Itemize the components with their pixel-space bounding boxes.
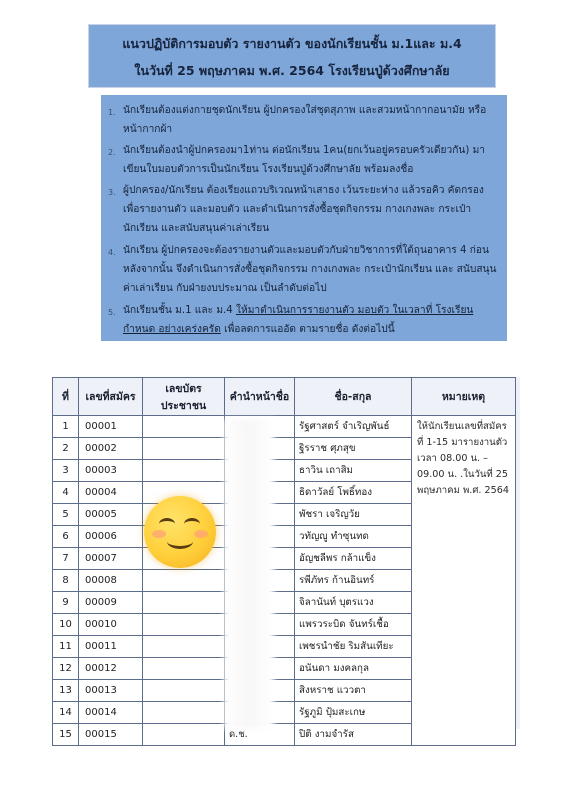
table-body [53, 416, 516, 746]
cell-note: ให้นักเรียนเลขที่สมัคร ที่ 1-15 มารายงานตัว เวลา 08.00 น. – 09.00 น. .ในวันที่ 25 พฤษภาคม พ.ศ. 2564 [412, 416, 516, 746]
cell-no: 11 [53, 636, 79, 658]
table-row [53, 416, 516, 438]
col-header-no: ที่ [53, 378, 79, 416]
rule-number: 2. [108, 148, 116, 157]
cell-no: 9 [53, 592, 79, 614]
cell-code: 00007 [79, 548, 143, 570]
smiling-face-icon [144, 496, 216, 568]
cell-no: 14 [53, 702, 79, 724]
cell-code: 00004 [79, 482, 143, 504]
cell-no: 15 [53, 724, 79, 746]
cell-name: อัญชลีพร กล้าแข็ง [295, 548, 412, 570]
table-header-row [53, 378, 516, 416]
cell-idcard [143, 658, 225, 680]
cell-no: 7 [53, 548, 79, 570]
cell-name: สิงหราช แววตา [295, 680, 412, 702]
cell-code: 00009 [79, 592, 143, 614]
cell-name: พัชรา เจริญวัย [295, 504, 412, 526]
cell-no: 12 [53, 658, 79, 680]
cell-code: 00013 [79, 680, 143, 702]
cell-idcard [143, 416, 225, 438]
cell-no: 1 [53, 416, 79, 438]
cell-name: แพรวระบิด จันทร์เชื้อ [295, 614, 412, 636]
col-header-prefix: คำนำหน้าชื่อ [225, 378, 295, 416]
rule-text [123, 301, 499, 339]
cell-no: 4 [53, 482, 79, 504]
cell-code: 00014 [79, 702, 143, 724]
redacted-idcard-area [224, 419, 274, 729]
rule-text: นักเรียน ผู้ปกครองจะต้องรายงานตัวและมอบตัวกับฝ่ายวิชาการที่ใต้ถุนอาคาร 4 ก่อน หลังจากนั้น จึงดำเนินการสั่งซื้อชุดกิจกรรม กางเกงพละ กระเป๋านักเรียน และ สนับสนุนค่าเล่าเรียน กับฝ่ายงบประมาณ เป็นลำดับต่อไป [123, 245, 497, 294]
cell-code: 00005 [79, 504, 143, 526]
cell-name: เพชรนำชัย ริมสันเทียะ [295, 636, 412, 658]
cell-idcard [143, 724, 225, 746]
cell-idcard [143, 592, 225, 614]
rule-text: นักเรียนต้องแต่งกายชุดนักเรียน ผู้ปกครองใส่ชุดสุภาพ และสวมหน้ากากอนามัย หรือหน้ากากผ้า [123, 105, 487, 135]
cell-code: 00011 [79, 636, 143, 658]
header-banner [88, 24, 496, 88]
rule-text-part: เพื่อลดการแออัด ตามรายชื่อ ดังต่อไปนี้ [220, 324, 395, 335]
cell-name: รพีภัทร ก้านอินทร์ [295, 570, 412, 592]
cell-name: ฐิรราช ศุภสุข [295, 438, 412, 460]
cell-idcard [143, 438, 225, 460]
cell-no: 10 [53, 614, 79, 636]
student-list-table [52, 377, 520, 740]
cell-no: 5 [53, 504, 79, 526]
rule-number: 5. [108, 308, 116, 317]
cell-code: 00001 [79, 416, 143, 438]
col-header-note: หมายเหตุ [412, 378, 516, 416]
cell-prefix: ด.ช. [225, 724, 295, 746]
cell-name: ธาวิน เถาสิม [295, 460, 412, 482]
cell-no: 2 [53, 438, 79, 460]
cell-name: จิลานันท์ บุตรแวง [295, 592, 412, 614]
cell-name: วทัญญู ทำซุนทด [295, 526, 412, 548]
cell-code: 00008 [79, 570, 143, 592]
rule-text-underlined: ให้มาดำเนินการรายงานตัว มอบตัว ในเวลาที่ โรงเรียนกำหนด อย่างเคร่งครัด [123, 305, 474, 335]
student-table [52, 377, 516, 746]
col-header-name: ชื่อ-สกุล [295, 378, 412, 416]
col-header-idcard: เลขบัตรประชาชน [143, 378, 225, 416]
rules-panel [101, 95, 507, 341]
cell-code: 00003 [79, 460, 143, 482]
cell-no: 3 [53, 460, 79, 482]
cell-idcard [143, 570, 225, 592]
col-header-code: เลขที่สมัคร [79, 378, 143, 416]
cell-idcard [143, 636, 225, 658]
rule-text-part: นักเรียนชั้น ม.1 และ ม.4 [123, 305, 237, 316]
rule-text: ผู้ปกครอง/นักเรียน ต้องเรียงแถวบริเวณหน้าเสาธง เว้นระยะห่าง แล้วรอคิว คัดกรอง เพื่อรายงานตัว และมอบตัว และดำเนินการสั่งซื้อชุดกิจกรรม กางเกงพละ กระเป๋านักเรียน และสนับสนุนค่าเล่าเรียน [123, 185, 484, 234]
cell-name: รัฐศาสตร์ จำเริญพันธ์ [295, 416, 412, 438]
rule-number: 4. [108, 248, 116, 257]
rule-number: 1. [108, 108, 116, 117]
cell-name: อนันดา มงคลกุล [295, 658, 412, 680]
cell-no: 6 [53, 526, 79, 548]
cell-code: 00006 [79, 526, 143, 548]
cell-code: 00012 [79, 658, 143, 680]
cell-code: 00015 [79, 724, 143, 746]
cell-code: 00010 [79, 614, 143, 636]
cell-no: 8 [53, 570, 79, 592]
cell-no: 13 [53, 680, 79, 702]
cell-idcard [143, 702, 225, 724]
header-title: แนวปฏิบัติการมอบตัว รายงานตัว ของนักเรียนชั้น ม.1และ ม.4 [122, 36, 462, 51]
cell-name: ธิดาวัลย์ โพธิ์ทอง [295, 482, 412, 504]
rule-text: นักเรียนต้องนำผู้ปกครองมา1ท่าน ต่อนักเรียน 1คน(ยกเว้นอยู่ครอบครัวเดียวกัน) มาเขียนใบมอบตัวการเป็นนักเรียน โรงเรียนปู่ด้วงศึกษาลัย พร้อมลงชื่อ [123, 145, 486, 175]
cell-name: รัฐภูมิ ปุ้มสะเกษ [295, 702, 412, 724]
header-date-school: ในวันที่ 25 พฤษภาคม พ.ศ. 2564 โรงเรียนปู่ด้วงศึกษาลัย [134, 63, 450, 78]
cell-idcard [143, 460, 225, 482]
rule-number: 3. [108, 188, 116, 197]
cell-name: ปิติ งามจำรัส [295, 724, 412, 746]
cell-idcard [143, 680, 225, 702]
cell-idcard [143, 614, 225, 636]
cell-code: 00002 [79, 438, 143, 460]
